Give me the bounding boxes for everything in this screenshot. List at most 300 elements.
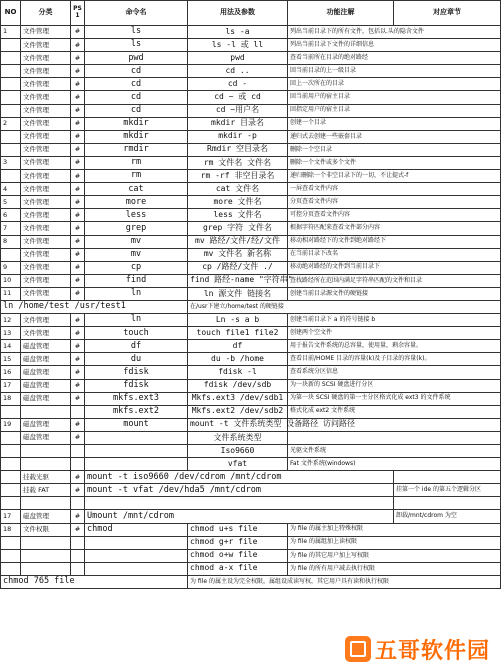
row-function: 递归式去创建一些嵌套目录 bbox=[288, 130, 501, 143]
row-command: rm bbox=[85, 156, 188, 169]
row-ps: # bbox=[71, 287, 85, 300]
row-function: 移动相对路经下的文件到绝对路经下 bbox=[288, 235, 501, 248]
table-row-mount bbox=[1, 471, 501, 484]
row-usage: ls -a bbox=[188, 26, 288, 39]
row-category bbox=[21, 458, 71, 471]
row-usage: Mkfs.ext3 /dev/sdb1 bbox=[188, 392, 288, 405]
wide-command: ln /home/test /usr/test1 bbox=[1, 300, 188, 313]
row-category: 文件管理 bbox=[21, 52, 71, 65]
header-function: 功能注解 bbox=[288, 1, 394, 26]
row-no: 12 bbox=[1, 314, 21, 327]
row-category: 挂载光驱 bbox=[21, 471, 71, 484]
row-function: Fat 文件系统(windows) bbox=[288, 458, 501, 471]
row-ps: # bbox=[71, 143, 85, 156]
row-ps: # bbox=[71, 484, 85, 497]
row-no bbox=[1, 39, 21, 52]
row-function: 列出当前目录下文件的详细信息 bbox=[288, 39, 501, 52]
row-function: 回当前目录的上一级目录 bbox=[288, 65, 501, 78]
row-function: 回当前用户的宿主目录 bbox=[288, 91, 501, 104]
row-usage: more 文件名 bbox=[188, 196, 288, 209]
row-usage: find 路经-name "字符串" bbox=[188, 274, 288, 287]
row-ps: # bbox=[71, 471, 85, 484]
row-ps: # bbox=[71, 183, 85, 196]
row-no: 15 bbox=[1, 353, 21, 366]
row-command: find bbox=[85, 274, 188, 287]
row-command: less bbox=[85, 209, 188, 222]
row-no bbox=[1, 65, 21, 78]
row-ps: # bbox=[71, 314, 85, 327]
row-category bbox=[21, 497, 71, 510]
table-row bbox=[1, 248, 501, 261]
row-category: 文件权限 bbox=[21, 523, 71, 536]
row-no: 18 bbox=[1, 523, 21, 536]
row-function: 光驱文件系统 bbox=[288, 445, 501, 458]
row-function: 用于报告文件系统的总容量，使用量，剩余容量。 bbox=[288, 340, 501, 353]
row-function: 可控分页查看文件内容 bbox=[288, 209, 501, 222]
row-function: 为 file 的属组加上读权限 bbox=[288, 536, 501, 549]
row-command: cd bbox=[85, 91, 188, 104]
row-category: 文件管理 bbox=[21, 78, 71, 91]
row-usage: fdisk -l bbox=[188, 366, 288, 379]
last-command: chmod 765 file bbox=[1, 575, 188, 588]
row-usage: Iso9660 bbox=[188, 445, 288, 458]
row-usage: fdisk /dev/sdb bbox=[188, 379, 288, 392]
table-row bbox=[1, 340, 501, 353]
table-row bbox=[1, 52, 501, 65]
row-usage: df bbox=[188, 340, 288, 353]
row-usage: mv 文件名 新名称 bbox=[188, 248, 288, 261]
row-category: 文件管理 bbox=[21, 261, 71, 274]
table-row bbox=[1, 183, 501, 196]
row-usage: chmod o+w file bbox=[188, 549, 288, 562]
last-note: 为 file 的属主设为完全权限，属组设成读写权，其它用户具有读和执行权限 bbox=[188, 575, 501, 588]
row-usage: du -b /home bbox=[188, 353, 288, 366]
row-category: 文件管理 bbox=[21, 143, 71, 156]
row-command: ln bbox=[85, 314, 188, 327]
row-no bbox=[1, 484, 21, 497]
row-command bbox=[85, 562, 188, 575]
row-no bbox=[1, 471, 21, 484]
row-command: mkfs.ext2 bbox=[85, 405, 188, 418]
row-function: 一屏查看文件内容 bbox=[288, 183, 501, 196]
row-no: 3 bbox=[1, 156, 21, 169]
row-ps: # bbox=[71, 52, 85, 65]
row-no: 7 bbox=[1, 222, 21, 235]
table-row bbox=[1, 26, 501, 39]
table-row bbox=[1, 405, 501, 418]
table-row bbox=[1, 418, 501, 431]
row-command: more bbox=[85, 196, 188, 209]
row-no bbox=[1, 497, 21, 510]
app-logo-icon bbox=[345, 636, 371, 662]
row-usage: pwd bbox=[188, 52, 288, 65]
row-function: 在当前目录下改名 bbox=[288, 248, 501, 261]
table-row bbox=[1, 536, 501, 549]
row-function: 创建一个目录 bbox=[288, 117, 501, 130]
row-command: mv bbox=[85, 248, 188, 261]
row-function: 查找路经所在范围内满足字符串匹配的文件和目录 bbox=[288, 274, 501, 287]
wide-note: 在/usr下建立/home/test 的硬链接 bbox=[188, 300, 501, 313]
row-category: 文件管理 bbox=[21, 39, 71, 52]
row-category: 文件管理 bbox=[21, 156, 71, 169]
row-usage: rm -rf 非空目录名 bbox=[188, 170, 288, 183]
row-command: ls bbox=[85, 26, 188, 39]
row-no: 14 bbox=[1, 340, 21, 353]
row-function: 创建当前目录源文件的硬链接 bbox=[288, 287, 501, 300]
row-category: 文件管理 bbox=[21, 235, 71, 248]
mount-note bbox=[394, 497, 501, 510]
row-category: 文件管理 bbox=[21, 327, 71, 340]
row-ps: # bbox=[71, 65, 85, 78]
row-no bbox=[1, 170, 21, 183]
row-function: 列出当前目录下的所有文件，包括以.头的隐含文件 bbox=[288, 26, 501, 39]
table-row-last bbox=[1, 575, 501, 588]
row-ps: # bbox=[71, 130, 85, 143]
row-usage: mkdir -p bbox=[188, 130, 288, 143]
row-no bbox=[1, 52, 21, 65]
row-function: 为 file 的属主加上特殊权限 bbox=[288, 523, 501, 536]
table-header-row bbox=[1, 1, 501, 26]
row-usage: ln 源文件 链接名 bbox=[188, 287, 288, 300]
row-function bbox=[288, 431, 501, 444]
row-category: 磁盘管理 bbox=[21, 510, 71, 523]
row-ps: # bbox=[71, 209, 85, 222]
row-category: 磁盘管理 bbox=[21, 353, 71, 366]
row-command: grep bbox=[85, 222, 188, 235]
row-ps: # bbox=[71, 248, 85, 261]
table-row bbox=[1, 222, 501, 235]
row-command: mkdir bbox=[85, 130, 188, 143]
row-function: 查看目前/HOME 目录的容量(k)及子目录的容量(k)。 bbox=[288, 353, 501, 366]
row-category bbox=[21, 405, 71, 418]
row-category: 磁盘管理 bbox=[21, 340, 71, 353]
table-row bbox=[1, 209, 501, 222]
row-category: 文件管理 bbox=[21, 248, 71, 261]
table-row bbox=[1, 523, 501, 536]
table-row bbox=[1, 549, 501, 562]
table-row bbox=[1, 170, 501, 183]
table-row-mount bbox=[1, 484, 501, 497]
row-no: 2 bbox=[1, 117, 21, 130]
row-function: 递归删除一个非空目录下的一切，不让提式-f bbox=[288, 170, 501, 183]
row-no bbox=[1, 248, 21, 261]
table-row bbox=[1, 39, 501, 52]
table-row bbox=[1, 445, 501, 458]
row-category: 磁盘管理 bbox=[21, 431, 71, 444]
row-ps: # bbox=[71, 523, 85, 536]
table-row bbox=[1, 287, 501, 300]
header-category: 分类 bbox=[21, 1, 71, 26]
table-row bbox=[1, 379, 501, 392]
mount-command: mount -t vfat /dev/hda5 /mnt/cdrom bbox=[85, 484, 394, 497]
row-ps bbox=[71, 536, 85, 549]
row-usage: mount -t 文件系统类型 设备路径 访问路径 bbox=[188, 418, 288, 431]
table-row bbox=[1, 143, 501, 156]
row-command: fdisk bbox=[85, 379, 188, 392]
row-command: pwd bbox=[85, 52, 188, 65]
row-function: 为 file 的其它用户加上写权限 bbox=[288, 549, 501, 562]
row-ps bbox=[71, 405, 85, 418]
row-command bbox=[85, 445, 188, 458]
row-ps bbox=[71, 458, 85, 471]
row-command: rm bbox=[85, 170, 188, 183]
row-no bbox=[1, 130, 21, 143]
table-row bbox=[1, 196, 501, 209]
row-function: 格式化成 ext2 文件系统 bbox=[288, 405, 501, 418]
row-command: cd bbox=[85, 78, 188, 91]
row-function: 回指定用户的宿主目录 bbox=[288, 104, 501, 117]
table-row bbox=[1, 235, 501, 248]
row-no: 1 bbox=[1, 26, 21, 39]
row-category: 文件管理 bbox=[21, 183, 71, 196]
row-usage: grep 字符 文件名 bbox=[188, 222, 288, 235]
row-command: chmod bbox=[85, 523, 188, 536]
table-row bbox=[1, 562, 501, 575]
row-usage: cp /路经/文件 ./ bbox=[188, 261, 288, 274]
row-ps bbox=[71, 549, 85, 562]
row-command: cd bbox=[85, 104, 188, 117]
row-ps: # bbox=[71, 379, 85, 392]
row-ps: # bbox=[71, 261, 85, 274]
row-category bbox=[21, 562, 71, 575]
row-ps: # bbox=[71, 117, 85, 130]
row-no bbox=[1, 445, 21, 458]
row-command bbox=[85, 458, 188, 471]
row-category bbox=[21, 549, 71, 562]
row-ps: # bbox=[71, 235, 85, 248]
row-category: 磁盘管理 bbox=[21, 392, 71, 405]
table-row bbox=[1, 65, 501, 78]
row-command: fdisk bbox=[85, 366, 188, 379]
header-ps: PS 1 bbox=[71, 1, 85, 26]
row-command: mkdir bbox=[85, 117, 188, 130]
table-row bbox=[1, 117, 501, 130]
row-no bbox=[1, 549, 21, 562]
table-row bbox=[1, 327, 501, 340]
row-usage: mv 路经/文件/经/文件 bbox=[188, 235, 288, 248]
header-chapter: 对应章节 bbox=[394, 1, 501, 26]
row-command: mount bbox=[85, 418, 188, 431]
row-usage: 文件系统类型 bbox=[188, 431, 288, 444]
watermark-text: 五哥软件园 bbox=[374, 638, 490, 664]
row-ps: # bbox=[71, 366, 85, 379]
row-usage: cd - bbox=[188, 78, 288, 91]
row-function: 创建两个空文件 bbox=[288, 327, 501, 340]
row-usage: chmod u+s file bbox=[188, 523, 288, 536]
row-ps: # bbox=[71, 196, 85, 209]
row-usage: chmod a-x file bbox=[188, 562, 288, 575]
row-command: ls bbox=[85, 39, 188, 52]
row-ps: # bbox=[71, 170, 85, 183]
row-command: cat bbox=[85, 183, 188, 196]
row-function: 创建当前目录下 a 的符号链接 b bbox=[288, 314, 501, 327]
row-function: 根据字符匹配来查看文件部分内容 bbox=[288, 222, 501, 235]
row-usage: vfat bbox=[188, 458, 288, 471]
row-no: 19 bbox=[1, 418, 21, 431]
row-category: 文件管理 bbox=[21, 287, 71, 300]
table-row-mount bbox=[1, 497, 501, 510]
row-no: 16 bbox=[1, 366, 21, 379]
row-command bbox=[85, 536, 188, 549]
header-command: 命令名 bbox=[85, 1, 188, 26]
row-no: 17 bbox=[1, 379, 21, 392]
row-usage: cd ~ 或 cd bbox=[188, 91, 288, 104]
row-category: 文件管理 bbox=[21, 117, 71, 130]
row-category bbox=[21, 445, 71, 458]
row-no: 10 bbox=[1, 274, 21, 287]
row-function: 查看当前所在目录的绝对路经 bbox=[288, 52, 501, 65]
row-ps: # bbox=[71, 392, 85, 405]
row-ps: # bbox=[71, 91, 85, 104]
row-ps: # bbox=[71, 222, 85, 235]
table-body bbox=[1, 26, 501, 589]
row-usage: ls -l 或 ll bbox=[188, 39, 288, 52]
row-usage: Rmdir 空目录名 bbox=[188, 143, 288, 156]
row-no: 13 bbox=[1, 327, 21, 340]
row-command bbox=[85, 549, 188, 562]
row-function: 删除一个文件或多个文件 bbox=[288, 156, 501, 169]
row-no: 9 bbox=[1, 261, 21, 274]
row-no bbox=[1, 405, 21, 418]
row-usage: less 文件名 bbox=[188, 209, 288, 222]
row-category: 文件管理 bbox=[21, 91, 71, 104]
table-row bbox=[1, 91, 501, 104]
row-usage: cat 文件名 bbox=[188, 183, 288, 196]
row-ps: # bbox=[71, 327, 85, 340]
table-row bbox=[1, 130, 501, 143]
row-command: mkfs.ext3 bbox=[85, 392, 188, 405]
row-usage: touch file1 file2 bbox=[188, 327, 288, 340]
row-ps: # bbox=[71, 39, 85, 52]
row-ps: # bbox=[71, 353, 85, 366]
row-function: 移动绝对路经的文件到当前目录下 bbox=[288, 261, 501, 274]
table-row bbox=[1, 156, 501, 169]
row-ps: # bbox=[71, 431, 85, 444]
row-category: 文件管理 bbox=[21, 196, 71, 209]
row-ps: # bbox=[71, 274, 85, 287]
row-category: 磁盘管理 bbox=[21, 379, 71, 392]
mount-note: 挂第一个 ide 的第五个逻辑分区 bbox=[394, 484, 501, 497]
row-usage: cd ~用户名 bbox=[188, 104, 288, 117]
row-ps: # bbox=[71, 78, 85, 91]
row-category: 文件管理 bbox=[21, 104, 71, 117]
row-category: 文件管理 bbox=[21, 222, 71, 235]
row-ps: # bbox=[71, 26, 85, 39]
row-category: 文件管理 bbox=[21, 65, 71, 78]
row-command: ln bbox=[85, 287, 188, 300]
row-usage: Ln -s a b bbox=[188, 314, 288, 327]
row-category: 文件管理 bbox=[21, 26, 71, 39]
row-function: 为第一块 SCSI 硬盘的第一主分区格式化成 ext3 的文件系统 bbox=[288, 392, 501, 405]
row-function: 为 file 的所有用户减去执行权限 bbox=[288, 562, 501, 575]
mount-command: mount -t iso9660 /dev/cdrom /mnt/cdrom bbox=[85, 471, 394, 484]
row-usage: rm 文件名 文件名 bbox=[188, 156, 288, 169]
row-command bbox=[85, 431, 188, 444]
row-ps: # bbox=[71, 340, 85, 353]
table-row bbox=[1, 314, 501, 327]
header-usage: 用法及参数 bbox=[188, 1, 288, 26]
row-ps: # bbox=[71, 104, 85, 117]
watermark bbox=[345, 632, 490, 666]
table-row bbox=[1, 458, 501, 471]
table-row-wide bbox=[1, 300, 501, 313]
table-row bbox=[1, 431, 501, 444]
row-category: 挂载 FAT bbox=[21, 484, 71, 497]
row-no bbox=[1, 431, 21, 444]
table-row bbox=[1, 353, 501, 366]
row-category bbox=[21, 536, 71, 549]
row-no: 8 bbox=[1, 235, 21, 248]
row-ps: # bbox=[71, 418, 85, 431]
row-no bbox=[1, 104, 21, 117]
row-no bbox=[1, 143, 21, 156]
mount-command: Umount /mnt/cdrom bbox=[85, 510, 394, 523]
row-function: 删除一个空目录 bbox=[288, 143, 501, 156]
table-row bbox=[1, 274, 501, 287]
row-command: df bbox=[85, 340, 188, 353]
row-command: cd bbox=[85, 65, 188, 78]
row-category: 文件管理 bbox=[21, 314, 71, 327]
mount-note: 卸载/mnt/cdrom 为空 bbox=[394, 510, 501, 523]
table-row bbox=[1, 78, 501, 91]
row-ps: # bbox=[71, 510, 85, 523]
row-no: 6 bbox=[1, 209, 21, 222]
row-command: mv bbox=[85, 235, 188, 248]
table-row bbox=[1, 392, 501, 405]
row-category: 文件管理 bbox=[21, 274, 71, 287]
row-no bbox=[1, 562, 21, 575]
row-no: 11 bbox=[1, 287, 21, 300]
row-no bbox=[1, 458, 21, 471]
row-usage: chmod g+r file bbox=[188, 536, 288, 549]
row-command: du bbox=[85, 353, 188, 366]
row-function: 回上一次所在的目录 bbox=[288, 78, 501, 91]
mount-note bbox=[394, 471, 501, 484]
table-row bbox=[1, 104, 501, 117]
row-ps: # bbox=[71, 156, 85, 169]
row-no: 17 bbox=[1, 510, 21, 523]
table-row bbox=[1, 261, 501, 274]
row-ps bbox=[71, 445, 85, 458]
row-category: 磁盘管理 bbox=[21, 366, 71, 379]
row-no: 18 bbox=[1, 392, 21, 405]
row-command: cp bbox=[85, 261, 188, 274]
row-command: touch bbox=[85, 327, 188, 340]
row-no bbox=[1, 91, 21, 104]
table-row bbox=[1, 366, 501, 379]
table-row-mount bbox=[1, 510, 501, 523]
mount-command bbox=[85, 497, 394, 510]
row-usage: cd .. bbox=[188, 65, 288, 78]
row-function: 查看系统分区信息 bbox=[288, 366, 501, 379]
row-ps bbox=[71, 497, 85, 510]
row-usage: mkdir 目录名 bbox=[188, 117, 288, 130]
row-function: 分页查看文件内容 bbox=[288, 196, 501, 209]
header-no: NO bbox=[1, 1, 21, 26]
row-category: 文件管理 bbox=[21, 130, 71, 143]
row-usage: Mkfs.ext2 /dev/sdb2 bbox=[188, 405, 288, 418]
row-no bbox=[1, 536, 21, 549]
row-function: 为一块新的 SCSI 硬盘进行分区 bbox=[288, 379, 501, 392]
row-no bbox=[1, 78, 21, 91]
row-no: 5 bbox=[1, 196, 21, 209]
row-category: 文件管理 bbox=[21, 209, 71, 222]
row-no: 4 bbox=[1, 183, 21, 196]
row-category: 磁盘管理 bbox=[21, 418, 71, 431]
row-category: 文件管理 bbox=[21, 170, 71, 183]
row-command: rmdir bbox=[85, 143, 188, 156]
row-ps bbox=[71, 562, 85, 575]
